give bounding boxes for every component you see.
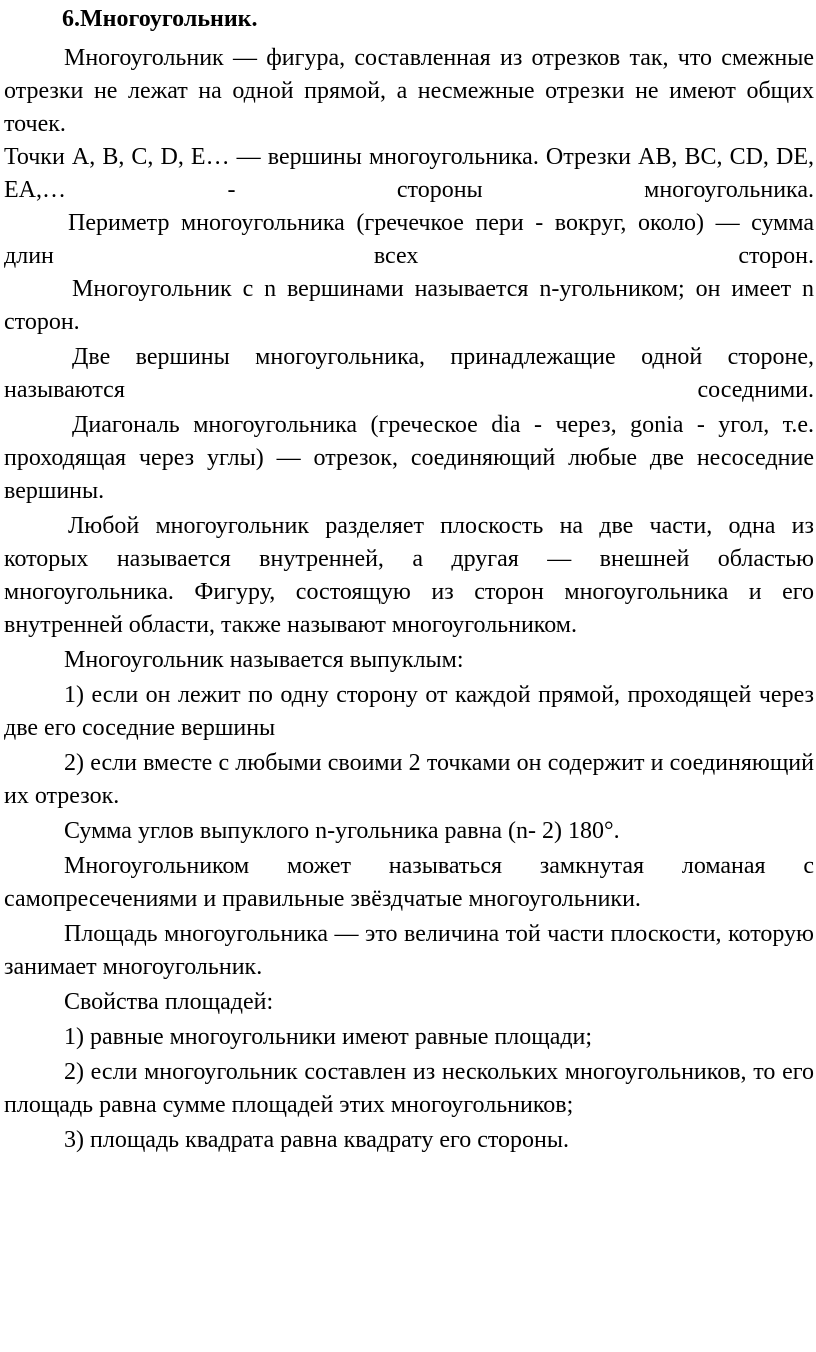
- list-item-area-1: 1) равные многоугольники имеют равные площади;: [64, 1024, 593, 1050]
- paragraph-angle-sum: Сумма углов выпуклого n-угольника равна (n- 2) 180°.: [64, 818, 620, 844]
- list-item-area-2: 2) если многоугольник составлен из нескольких многоугольников, то его площадь равна сумме площадей этих многоугольников;: [4, 1059, 814, 1118]
- paragraph-diagonal: Диагональ многоугольника (греческое dia - через, gonia - угол, т.е. проходящая через углы) — отрезок, соединяющий любые две несоседние вершины.: [4, 412, 814, 504]
- list-item-convex-1: 1) если он лежит по одну сторону от каждой прямой, проходящей через две его соседние вершины: [4, 682, 814, 741]
- list-item-area-3: 3) площадь квадрата равна квадрату его стороны.: [64, 1127, 570, 1153]
- paragraph-area: Площадь многоугольника — это величина той части плоскости, которую занимает многоугольник.: [4, 921, 814, 980]
- paragraph-perimeter: Периметр многоугольника (гречечкое пери - вокруг, около) — сумма длин всех сторон.: [4, 210, 814, 269]
- paragraph-adjacent-vertices: Две вершины многоугольника, принадлежащие одной стороне, называются соседними.: [4, 344, 814, 403]
- paragraph-polygon-definition: Многоугольник — фигура, составленная из отрезков так, что смежные отрезки не лежат на одной прямой, а несмежные отрезки не имеют общих точек.: [4, 45, 814, 137]
- paragraph-n-gon: Многоугольник с n вершинами называется n-угольником; он имеет n сторон.: [4, 276, 814, 335]
- list-item-convex-2: 2) если вместе с любыми своими 2 точками он содержит и соединяющий их отрезок.: [4, 750, 814, 809]
- document-body: [4, 3, 814, 1157]
- paragraph-area-properties: Свойства площадей:: [64, 989, 274, 1015]
- paragraph-vertices-sides: Точки A, B, C, D, E… — вершины многоугольника. Отрезки AB, BC, CD, DE, EA,… - стороны многоугольника.: [4, 144, 814, 203]
- section-heading: 6.Многоугольник.: [62, 6, 258, 32]
- paragraph-star-polygons: Многоугольником может называться замкнутая ломаная с самопресечениями и правильные звёздчатые многоугольники.: [4, 853, 814, 912]
- paragraph-convex-heading: Многоугольник называется выпуклым:: [64, 647, 464, 673]
- paragraph-plane-division: Любой многоугольник разделяет плоскость на две части, одна из которых называется внутренней, а другая — внешней областью многоугольника. Фигуру, состоящую из сторон многоугольника и его внутренней области, также называют многоугольником.: [4, 513, 814, 638]
